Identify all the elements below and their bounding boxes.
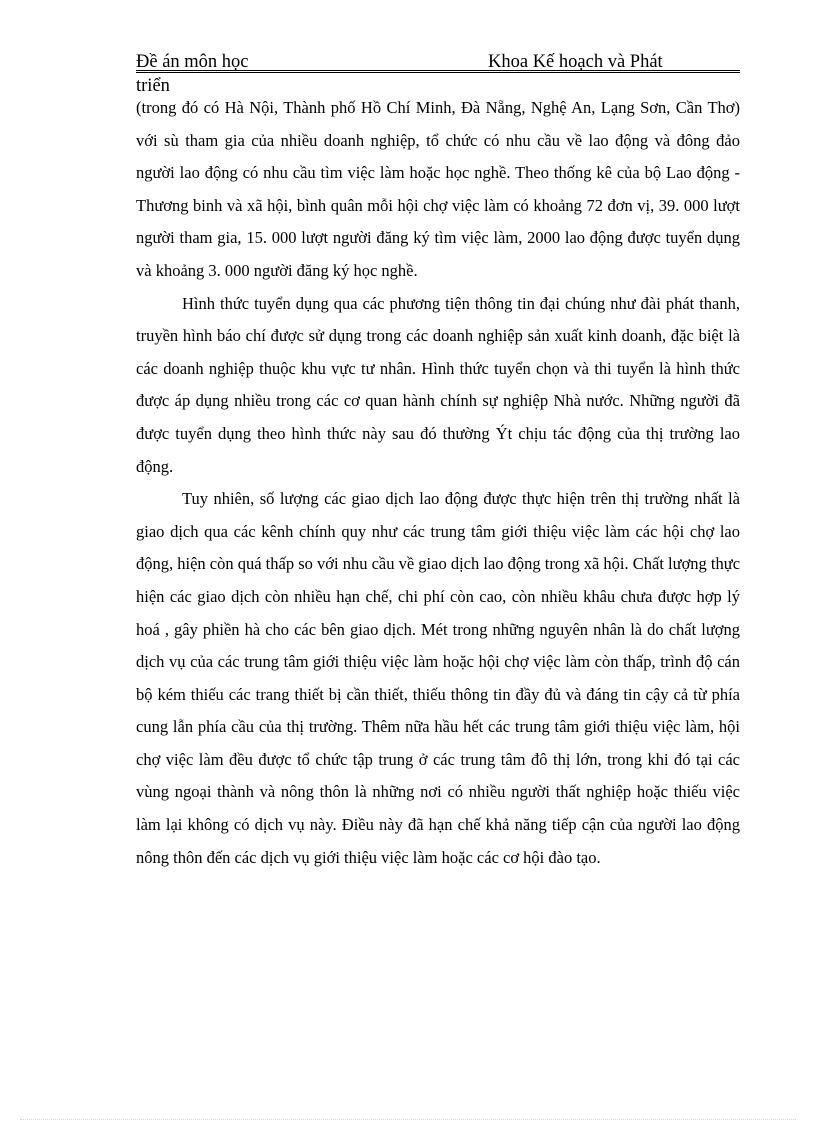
paragraph-1: (trong đó có Hà Nội, Thành phố Hồ Chí Minh, Đà Nẵng, Nghệ An, Lạng Sơn, Cần Thơ) với sù tham gia của nhiều doanh nghiệp, tổ chức có nhu cầu về lao động và đông đảo người lao động có nhu cầu tìm việc làm hoặc học nghề. Theo thống kê của bộ Lao động - Thương binh và xã hội, bình quân mỗi hội chợ việc làm có khoảng 72 đơn vị, 39. 000 lượt người tham gia, 15. 000 lượt người đăng ký tìm việc làm, 2000 lao động được tuyển dụng và khoảng 3. 000 người đăng ký học nghề.	[136, 98, 740, 280]
header-continuation: triển	[136, 76, 170, 96]
paragraph-3: Tuy nhiên, số lượng các giao dịch lao động được thực hiện trên thị trường nhất là giao dịch qua các kênh chính quy như các trung tâm giới thiệu việc làm các hội chợ lao động, hiện còn quá thấp so với nhu cầu về giao dịch lao động trong xã hội. Chất lượng thực hiện các giao dịch còn nhiều hạn chế, chi phí còn cao, còn nhiều khâu chưa được hợp lý hoá , gây phiền hà cho các bên giao dịch. Mét trong những nguyên nhân là do chất lượng dịch vụ của các trung tâm giới thiệu việc làm hoặc hội chợ việc làm còn thấp, trình độ cán bộ kém thiếu các trang thiết bị cần thiết, thiếu thông tin đầy đủ và đáng tin cậy cả từ phía cung lẫn phía cầu của thị trường. Thêm nữa hầu hết các trung tâm giới thiệu việc làm, hội chợ việc làm đều được tổ chức tập trung ở các trung tâm đô thị lớn, trong khi đó tại các vùng ngoại thành và nông thôn là những nơi có nhiều người thất nghiệp hoặc thiếu việc làm lại không có dịch vụ này. Điều này đã hạn chế khả năng tiếp cận của người lao động nông thôn đến các dịch vụ giới thiệu việc làm hoặc các cơ hội đào tạo.	[136, 489, 741, 867]
document-body	[136, 92, 740, 874]
paragraph-2: Hình thức tuyển dụng qua các phương tiện thông tin đại chúng như đài phát thanh, truyền hình báo chí được sử dụng trong các doanh nghiệp sản xuất kinh doanh, đặc biệt là các doanh nghiệp thuộc khu vực tư nhân. Hình thức tuyển chọn và thi tuyển là hình thức được áp dụng nhiều trong các cơ quan hành chính sự nghiệp Nhà nước. Những người đã được tuyển dụng theo hình thức này sau đó thường Ýt chịu tác động của thị trường lao động.	[136, 293, 740, 476]
page-bottom-rule	[20, 1119, 796, 1120]
page-header	[136, 51, 740, 73]
header-course-title: Đề án môn học	[136, 52, 249, 72]
header-faculty-name: Khoa Kế hoạch và Phát	[488, 52, 663, 72]
